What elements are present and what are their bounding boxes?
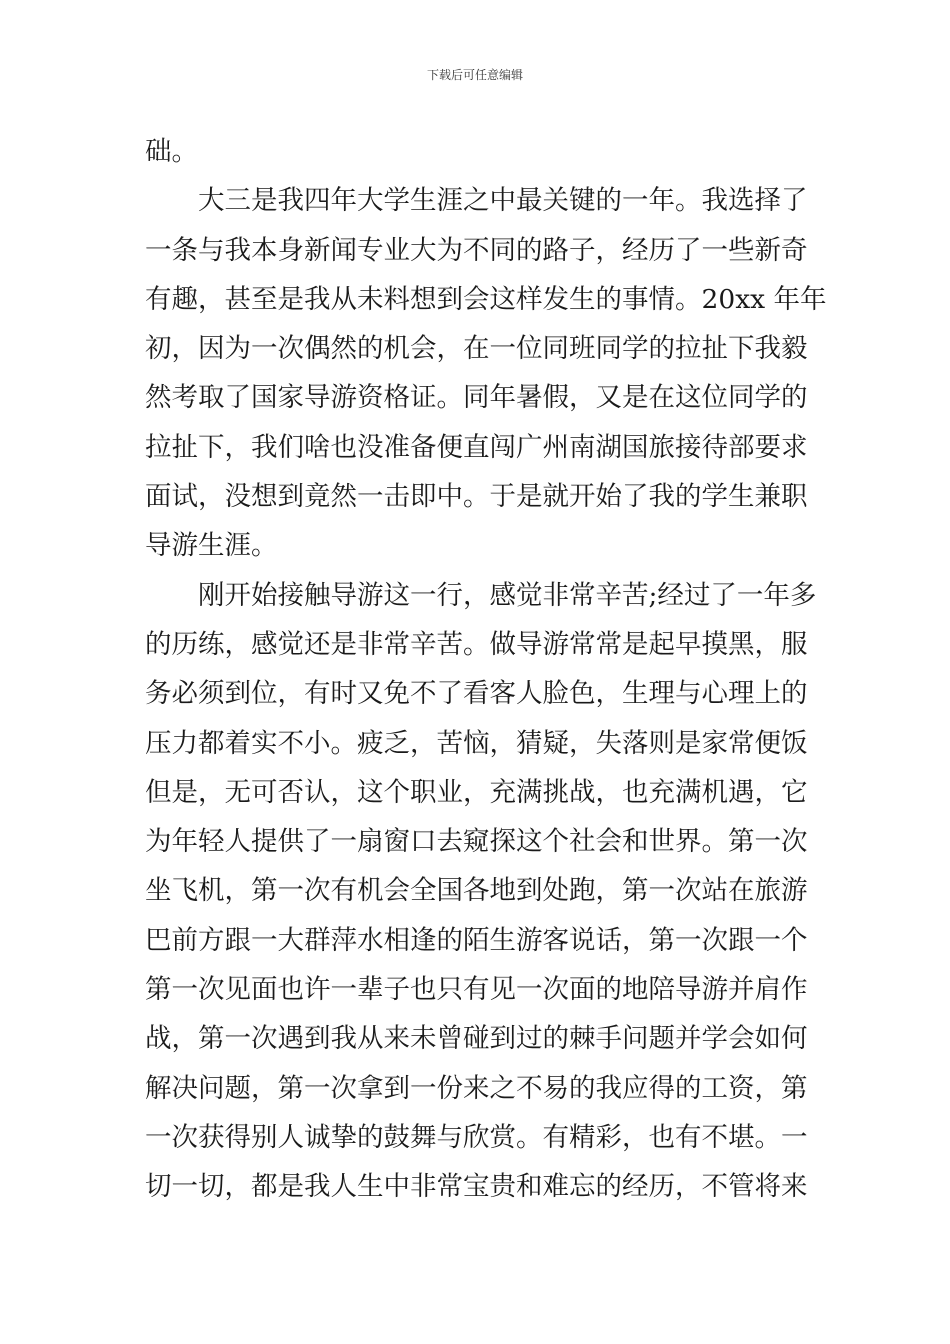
text-line: 坐飞机，第一次有机会全国各地到处跑，第一次站在旅游 <box>145 875 808 907</box>
text-line: 压力都着实不小。疲乏，苦恼，猜疑，失落则是家常便饭 <box>145 727 808 759</box>
document-body <box>145 127 827 1212</box>
text-line: 务必须到位，有时又免不了看客人脸色，生理与心理上的 <box>145 678 808 710</box>
text-line: 一条与我本身新闻专业大为不同的路子，经历了一些新奇 <box>145 234 808 266</box>
text-line: 解决问题，第一次拿到一份来之不易的我应得的工资，第 <box>145 1072 808 1104</box>
text-line: 但是，无可否认，这个职业，充满挑战，也充满机遇，它 <box>145 776 808 808</box>
text-line: 切一切，都是我人生中非常宝贵和难忘的经历，不管将来 <box>145 1171 808 1203</box>
text-line: 初，因为一次偶然的机会，在一位同班同学的拉扯下我毅 <box>145 333 808 365</box>
text-line: 拉扯下，我们啥也没准备便直闯广州南湖国旅接待部要求 <box>145 431 808 463</box>
text-line: 大三是我四年大学生涯之中最关键的一年。我选择了 <box>198 185 808 217</box>
text-line: 然考取了国家导游资格证。同年暑假，又是在这位同学的 <box>145 382 808 414</box>
paragraph-1 <box>145 127 807 176</box>
text-line: 础。 <box>145 136 198 167</box>
text-line: 的历练，感觉还是非常辛苦。做导游常常是起早摸黑，服 <box>145 628 808 660</box>
text-line: 有趣，甚至是我从未料想到会这样发生的事情。20xx 年年 <box>145 283 827 315</box>
text-line: 导游生涯。 <box>145 530 278 562</box>
text-line: 第一次见面也许一辈子也只有见一次面的地陪导游并肩作 <box>145 974 808 1006</box>
text-line: 战，第一次遇到我从来未曾碰到过的棘手问题并学会如何 <box>145 1023 808 1055</box>
text-line: 刚开始接触导游这一行，感觉非常辛苦;经过了一年多 <box>198 579 817 611</box>
paragraph-2 <box>145 176 827 570</box>
text-line: 面试，没想到竟然一击即中。于是就开始了我的学生兼职 <box>145 481 808 513</box>
page-header: 下载后可任意编辑 <box>426 68 523 82</box>
text-line: 一次获得别人诚挚的鼓舞与欣赏。有精彩，也有不堪。一 <box>145 1121 808 1153</box>
paragraph-3 <box>145 571 817 1212</box>
text-line: 为年轻人提供了一扇窗口去窥探这个社会和世界。第一次 <box>145 826 808 858</box>
text-line: 巴前方跟一大群萍水相逢的陌生游客说话，第一次跟一个 <box>145 924 808 956</box>
